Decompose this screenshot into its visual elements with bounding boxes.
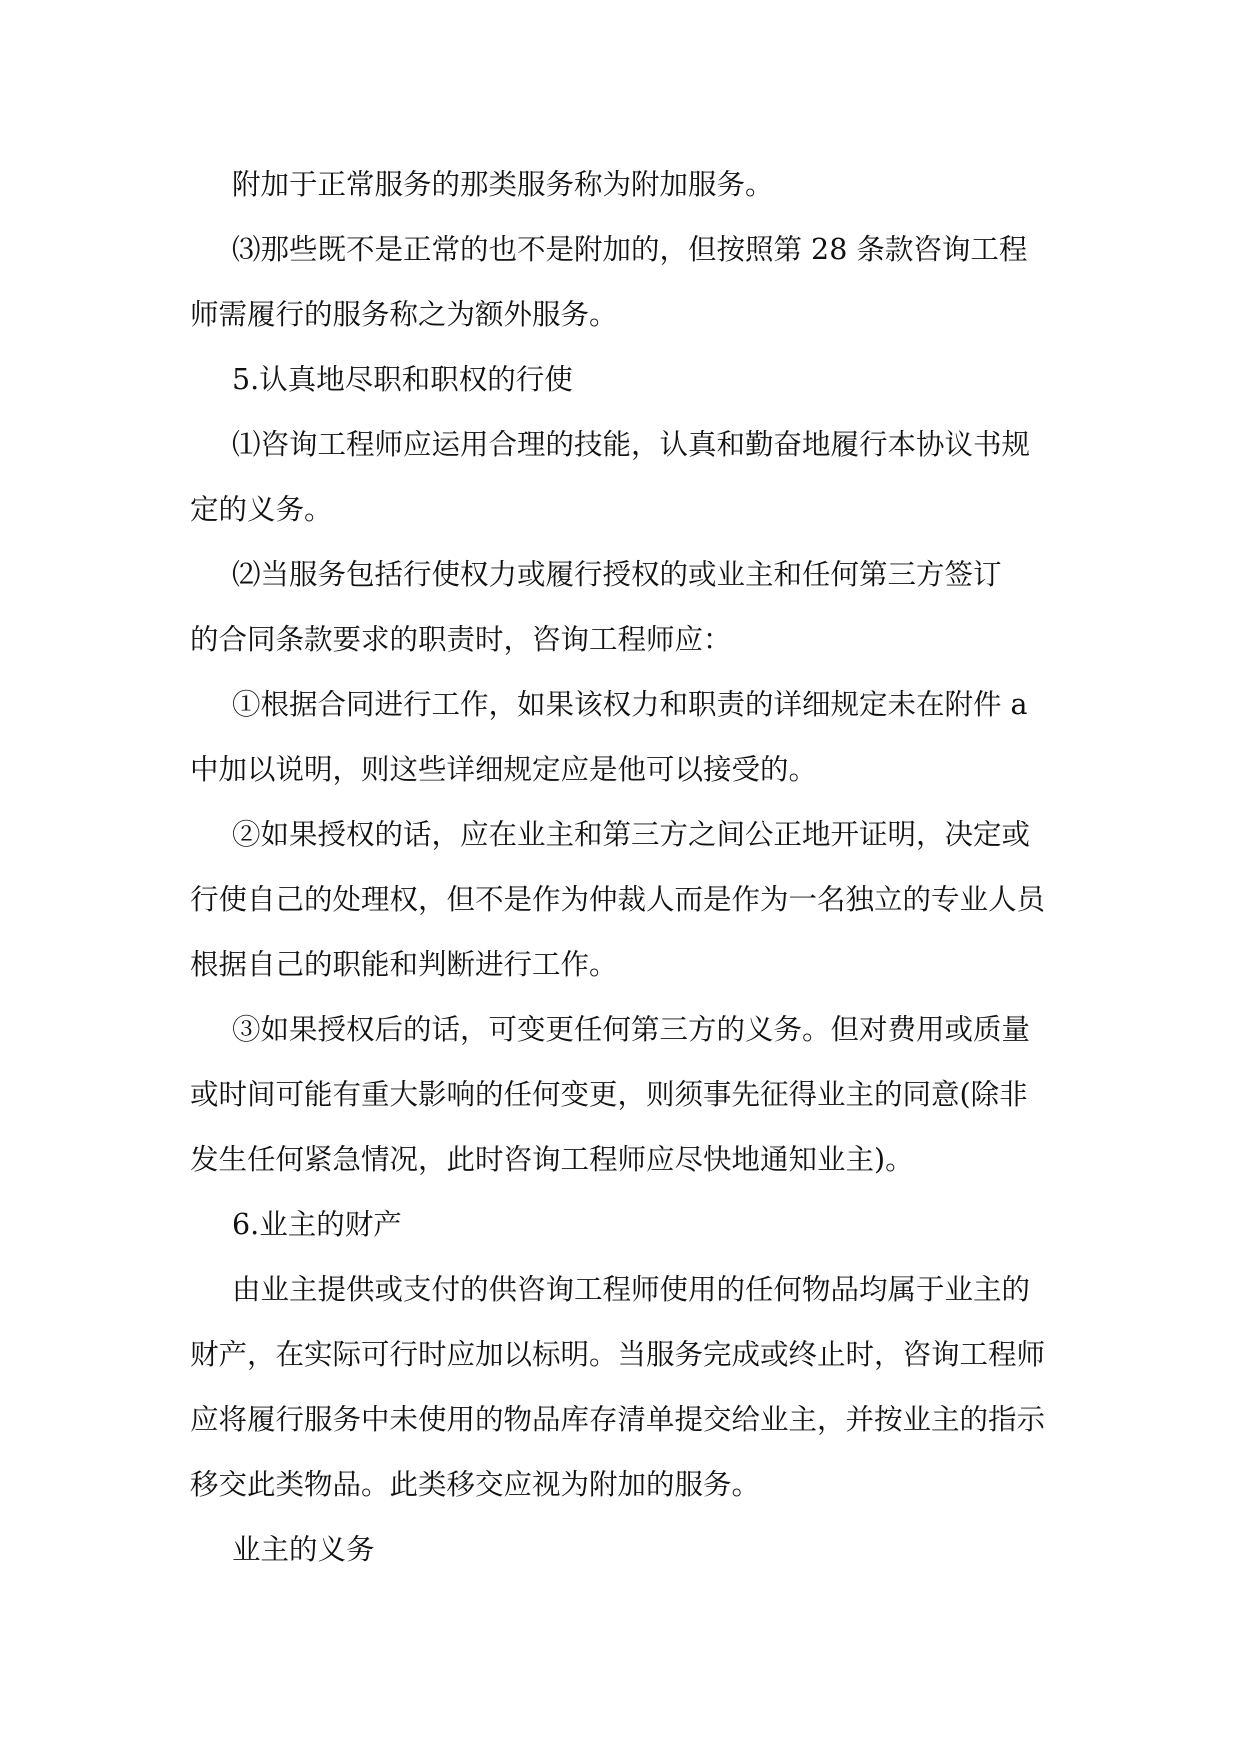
text-line: 师需履行的服务称之为额外服务。 (190, 298, 618, 331)
text-line: 定的义务。 (190, 493, 333, 526)
text-line: 行使自己的处理权，但不是作为仲裁人而是作为一名独立的专业人员 (190, 883, 1046, 916)
text-line: ①根据合同进行工作，如果该权力和职责的详细规定未在附件 a (232, 688, 1028, 721)
text-line: ⑶那些既不是正常的也不是附加的，但按照第 28 条款咨询工程 (232, 233, 1028, 266)
text-line: ⑴咨询工程师应运用合理的技能，认真和勤奋地履行本协议书规 (232, 428, 1031, 461)
text-line: 业主的义务 (232, 1533, 375, 1566)
text-line: ③如果授权后的话，可变更任何第三方的义务。但对费用或质量 (232, 1013, 1031, 1046)
text-line: 附加于正常服务的那类服务称为附加服务。 (232, 168, 774, 201)
document-body (190, 152, 1052, 1582)
text-line: 根据自己的职能和判断进行工作。 (190, 948, 618, 981)
text-line: 财产，在实际可行时应加以标明。当服务完成或终止时，咨询工程师 (190, 1338, 1046, 1371)
text-line: ②如果授权的话，应在业主和第三方之间公正地开证明，决定或 (232, 818, 1031, 851)
text-line: 中加以说明，则这些详细规定应是他可以接受的。 (190, 753, 818, 786)
text-line: 移交此类物品。此类移交应视为附加的服务。 (190, 1468, 761, 1501)
text-line: 5.认真地尽职和职权的行使 (232, 363, 573, 396)
text-line: ⑵当服务包括行使权力或履行授权的或业主和任何第三方签订 (232, 558, 1002, 591)
text-line: 或时间可能有重大影响的任何变更，则须事先征得业主的同意(除非 (190, 1078, 1028, 1111)
text-line: 6.业主的财产 (232, 1208, 402, 1241)
text-line: 发生任何紧急情况，此时咨询工程师应尽快地通知业主)。 (190, 1143, 914, 1176)
text-line: 应将履行服务中未使用的物品库存清单提交给业主，并按业主的指示 (190, 1403, 1046, 1436)
text-line: 的合同条款要求的职责时，咨询工程师应： (190, 623, 732, 656)
text-line: 由业主提供或支付的供咨询工程师使用的任何物品均属于业主的 (232, 1273, 1031, 1306)
